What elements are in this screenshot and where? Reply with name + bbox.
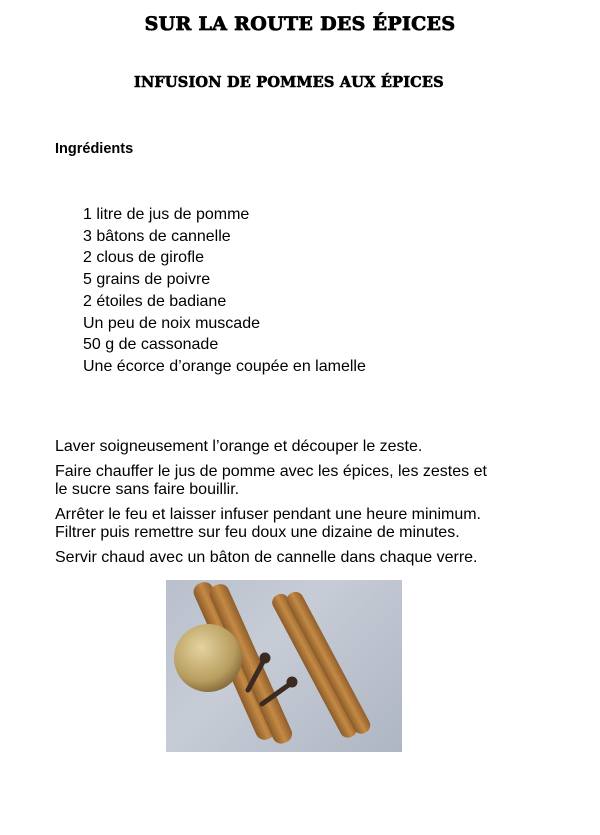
ingredient-item: 50 g de cassonade [83,336,219,354]
instruction-step: Servir chaud avec un bâton de cannelle dans chaque verre. [55,548,478,566]
ingredient-item: Une écorce d’orange coupée en lamelle [83,357,366,375]
instruction-step: Laver soigneusement l’orange et découper le zeste. [55,438,423,455]
instructions [55,438,575,573]
ingredient-item: 5 grains de poivre [83,271,211,289]
spices-photo [166,580,402,752]
instruction-step: Faire chauffer le jus de pomme avec les épices, les zestes et le sucre sans faire bouillir. [55,462,487,498]
ingredients-list [83,204,366,378]
nutmeg [174,624,242,692]
ingredient-item: Un peu de noix muscade [83,314,260,332]
ingredient-item: 1 litre de jus de pomme [83,206,250,223]
instruction-step: Arrêter le feu et laisser infuser pendant une heure minimum. Filtrer puis remettre sur feu doux une dizaine de minutes. [55,505,481,541]
ingredient-item: 2 étoiles de badiane [83,292,227,310]
page-title: SUR LA ROUTE DES ÉPICES [144,13,456,35]
ingredients-heading: Ingrédients [55,141,134,157]
ingredient-item: 2 clous de girofle [83,249,204,267]
recipe-title: INFUSION DE POMMES AUX ÉPICES [134,74,444,91]
spices-illustration [166,580,402,752]
ingredient-item: 3 bâtons de cannelle [83,227,231,245]
